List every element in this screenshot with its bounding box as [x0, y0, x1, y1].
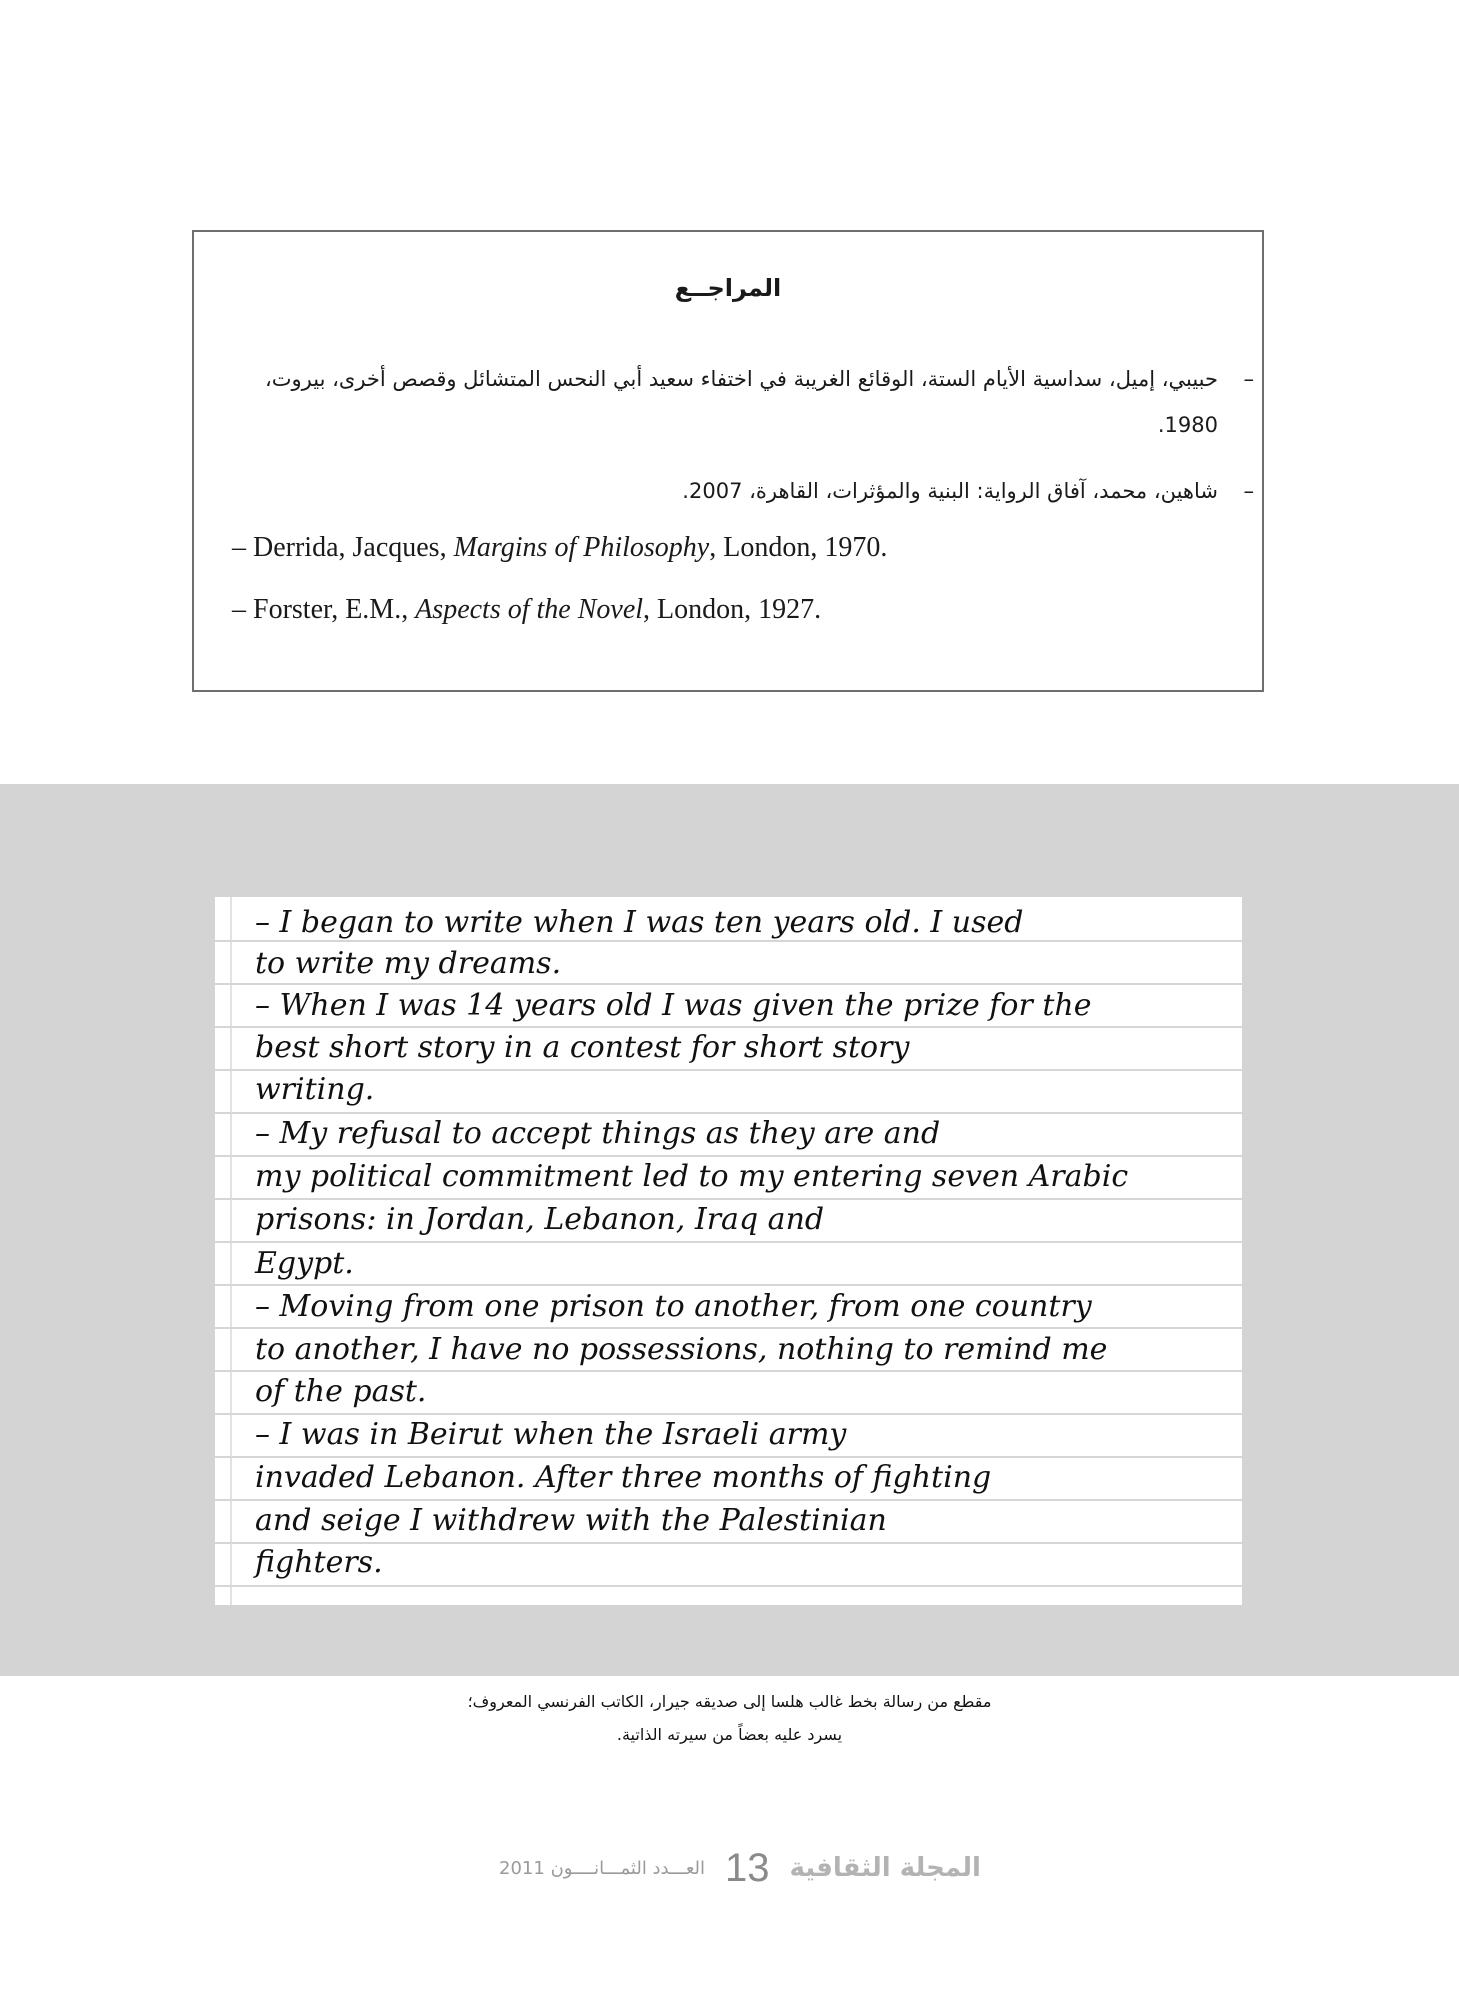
- issue-label: العـــدد الثمـــانــــون 2011: [499, 1857, 705, 1879]
- letter-line: to another, I have no possessions, nothing to remind me: [255, 1332, 1108, 1367]
- reference-arabic-2: [258, 468, 1254, 514]
- list-dash: –: [1243, 367, 1254, 391]
- page-number: 13: [725, 1845, 770, 1890]
- image-caption-line-1: مقطع من رسالة بخط غالب هلسا إلى صديقه جيرار، الكاتب الفرنسي المعروف؛: [467, 1692, 992, 1711]
- letter-line: – I was in Beirut when the Israeli army: [255, 1417, 847, 1452]
- letter-line: my political commitment led to my entering seven Arabic: [255, 1159, 1129, 1194]
- reference-english-1: [232, 532, 887, 564]
- letter-line: – Moving from one prison to another, from one country: [255, 1289, 1092, 1324]
- letter-line: best short story in a contest for short story: [255, 1030, 910, 1065]
- letter-line: invaded Lebanon. After three months of fighting: [255, 1460, 992, 1495]
- reference-publication: , London, 1970.: [709, 532, 888, 563]
- letter-line: to write my dreams.: [255, 946, 562, 981]
- letter-line: – My refusal to accept things as they are and: [255, 1116, 941, 1151]
- letter-line: writing.: [255, 1072, 375, 1107]
- reference-arabic-1: [258, 356, 1254, 448]
- letter-line: Egypt.: [255, 1246, 354, 1281]
- reference-author: – Derrida, Jacques,: [232, 532, 454, 563]
- image-caption-line-2: يسرد عليه بعضاً من سيرته الذاتية.: [616, 1725, 843, 1744]
- reference-book-title: Aspects of the Novel: [415, 594, 644, 625]
- reference-text: شاهين، محمد، آفاق الرواية: البنية والمؤثرات، القاهرة، 2007.: [682, 479, 1218, 503]
- letter-line: – I began to write when I was ten years old. I used: [255, 905, 1024, 940]
- handwritten-letter-image: [215, 897, 1242, 1605]
- list-dash: –: [1243, 479, 1254, 503]
- reference-text: حبيبي، إميل، سداسية الأيام الستة، الوقائع الغريبة في اختفاء سعيد أبي النحس المتشائل وقصص أخرى، بيروت، 1980.: [264, 367, 1218, 437]
- letter-line: and seige I withdrew with the Palestinian: [255, 1503, 887, 1538]
- letter-line: – When I was 14 years old I was given the prize for the: [255, 988, 1092, 1023]
- reference-author: – Forster, E.M.,: [232, 594, 416, 625]
- reference-publication: , London, 1927.: [643, 594, 822, 625]
- reference-english-2: [232, 594, 821, 626]
- reference-book-title: Margins of Philosophy: [453, 532, 710, 563]
- letter-line: fighters.: [255, 1545, 383, 1580]
- page-footer: [420, 1840, 1060, 1896]
- letter-line: prisons: in Jordan, Lebanon, Iraq and: [255, 1202, 825, 1237]
- letter-line: of the past.: [255, 1374, 427, 1409]
- references-box: [192, 230, 1264, 692]
- magazine-name: المجلة الثقافية: [789, 1853, 981, 1883]
- references-title: المراجــع: [674, 274, 782, 302]
